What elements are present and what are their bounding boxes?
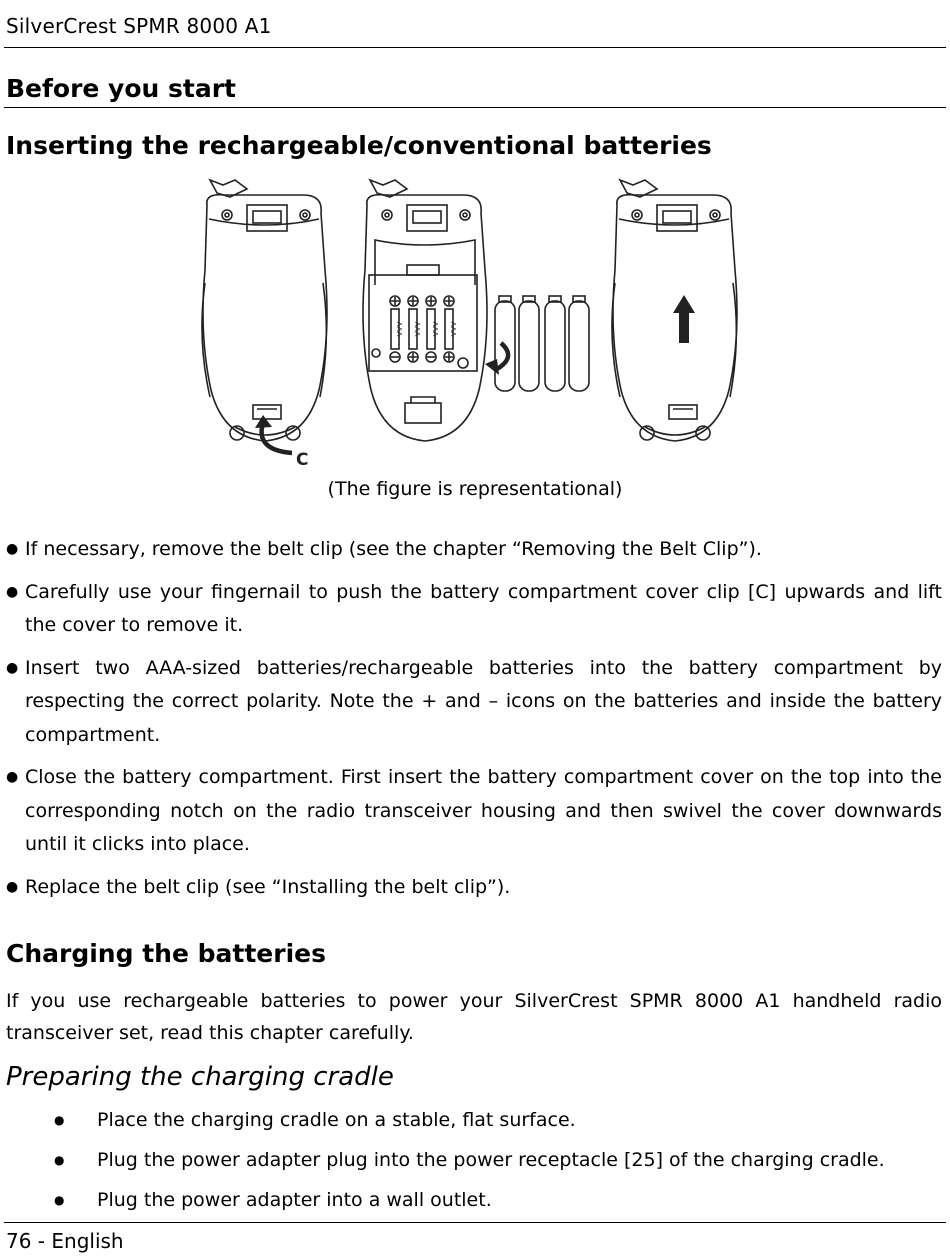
running-header: SilverCrest SPMR 8000 A1 [6,14,272,38]
radio-open-compartment-drawing [363,180,508,441]
page-footer: 76 - English [6,1229,124,1253]
loose-batteries-drawing [495,296,589,391]
figure-caption: (The figure is representational) [327,478,623,500]
batteries-heading: Inserting the rechargeable/conventional batteries [6,131,712,160]
callout-c-label: C [296,450,309,470]
battery-steps-list [6,533,942,913]
aaa-label-2: AAA [413,321,421,337]
cradle-subheading: Preparing the charging cradle [6,1062,394,1092]
aaa-label-1: AAA [395,321,403,337]
cradle-steps-list [0,1104,885,1224]
list-item: ● Insert two AAA-sized batteries/rechargeable batteries into the battery compartment by respecting the correct polarity. Note the + and – icons on the batteries and inside the battery compartment. [6,652,942,753]
section-title: Before you start [6,74,237,103]
aaa-label-3: AAA [431,321,439,337]
battery-insertion-figure [195,175,755,475]
list-item: ● Plug the power adapter plug into the power receptacle [25] of the charging cradle. [0,1144,885,1184]
list-item: ● If necessary, remove the belt clip (see the chapter “Removing the Belt Clip”). [6,533,942,567]
radio-closed-cover-drawing [612,180,737,441]
list-item: ● Close the battery compartment. First insert the battery compartment cover on the top into the corresponding notch on the radio transceiver housing and then swivel the cover downwards until it clicks into place. [6,761,942,862]
list-item: ● Place the charging cradle on a stable, flat surface. [0,1104,885,1144]
list-item: ● Carefully use your fingernail to push the battery compartment cover clip [C] upwards and lift the cover to remove it. [6,576,942,643]
footer-rule [4,1222,946,1223]
section-rule [4,107,946,108]
radio-back-with-clip-drawing [202,180,327,470]
aaa-label-4: AAA [449,321,457,337]
list-item: ● Replace the belt clip (see “Installing the belt clip”). [6,871,942,905]
charging-intro: If you use rechargeable batteries to power your SilverCrest SPMR 8000 A1 handheld radio transceiver set, read this chapter carefully. [6,990,942,1044]
header-rule [4,47,946,48]
list-item: ● Plug the power adapter into a wall outlet. [0,1184,885,1224]
charging-heading: Charging the batteries [6,939,326,968]
